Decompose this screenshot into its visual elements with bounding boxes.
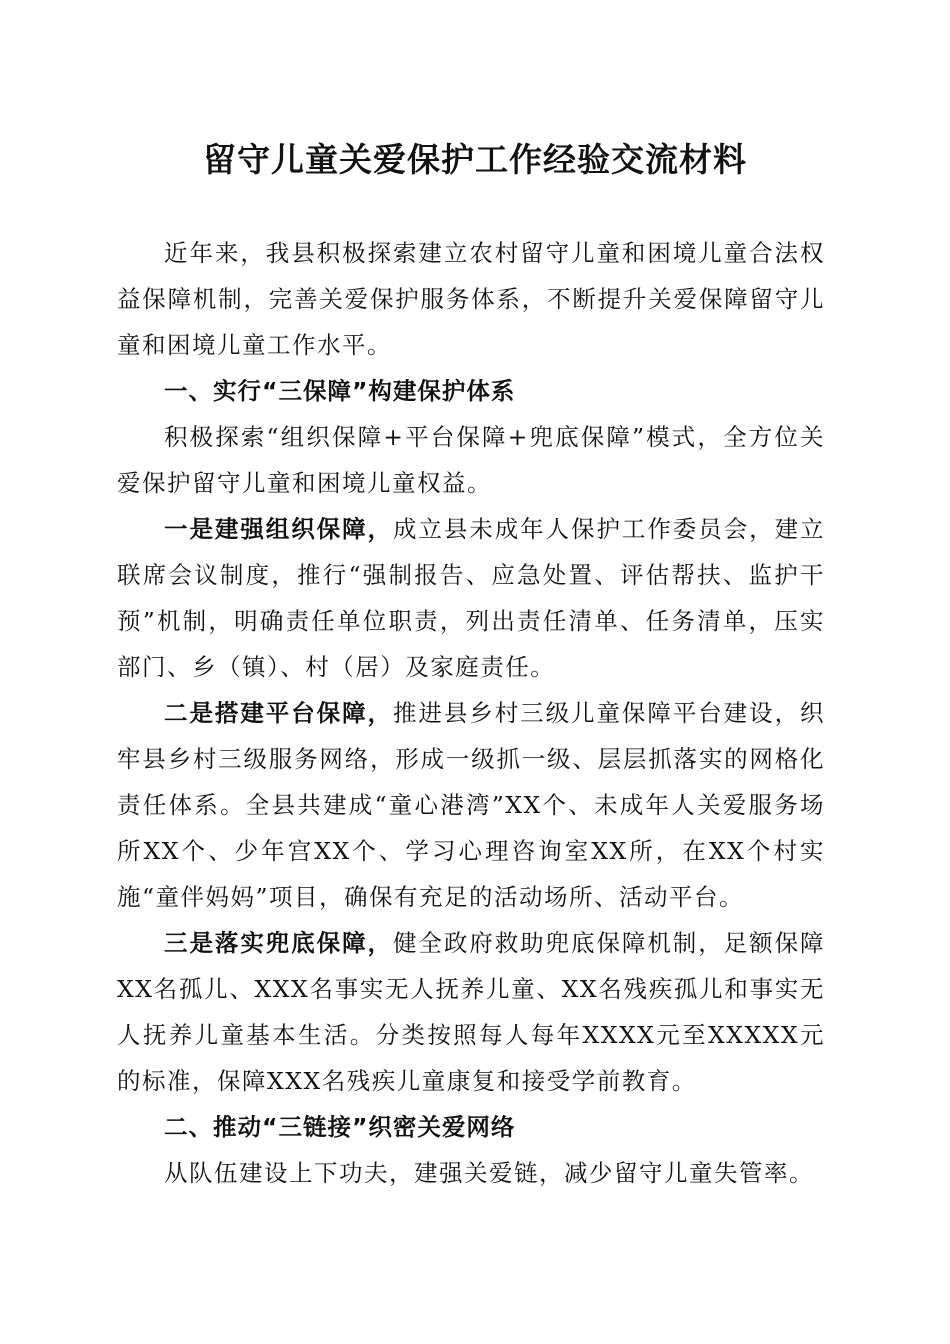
item2-text: 推进县乡村三级儿童保障平台建设，织牢县乡村三级服务网络，形成一级抓一级、层层抓落实的网格化责任体系。全县共建成“童心港湾”XX个、未成年人关爱服务场所XX个、少年宫XX个、学习心理咨询室XX所，在XX个村实施“童伴妈妈”项目，确保有充足的活动场所、活动平台。 xyxy=(117,699,826,911)
document-body xyxy=(117,230,825,1196)
section1-item1 xyxy=(117,506,825,690)
item2-lead: 二是搭建平台保障， xyxy=(164,699,393,727)
document-title: 留守儿童关爱保护工作经验交流材料 xyxy=(203,140,747,179)
section1-item2 xyxy=(117,690,825,920)
section1-heading: 一、实行“三保障”构建保护体系 xyxy=(164,377,516,405)
intro-paragraph: 近年来，我县积极探索建立农村留守儿童和困境儿童合法权益保障机制，完善关爱保护服务体系，不断提升关爱保障留守儿童和困境儿童工作水平。 xyxy=(117,239,825,359)
item3-lead: 三是落实兜底保障， xyxy=(164,929,393,957)
section1-summary: 积极探索“组织保障+平台保障+兜底保障”模式，全方位关爱保护留守儿童和困境儿童权益。 xyxy=(117,423,825,497)
section2-heading: 二、推动“三链接”织密关爱网络 xyxy=(164,1113,516,1141)
item3-text: 健全政府救助兜底保障机制，足额保障XX名孤儿、XXX名事实无人抚养儿童、XX名残疾孤儿和事实无人抚养儿童基本生活。分类按照每人每年XXXX元至XXXXX元的标准，保障XXX名残疾儿童康复和接受学前教育。 xyxy=(117,929,826,1095)
section1-item3 xyxy=(117,920,825,1104)
section2-summary: 从队伍建设上下功夫，建强关爱链，减少留守儿童失管率。 xyxy=(164,1159,814,1187)
item1-text: 成立县未成年人保护工作委员会，建立联席会议制度，推行“强制报告、应急处置、评估帮扶、监护干预”机制，明确责任单位职责，列出责任清单、任务清单，压实部门、乡（镇）、村（居）及家庭责任。 xyxy=(117,515,826,681)
item1-lead: 一是建强组织保障， xyxy=(164,515,393,543)
